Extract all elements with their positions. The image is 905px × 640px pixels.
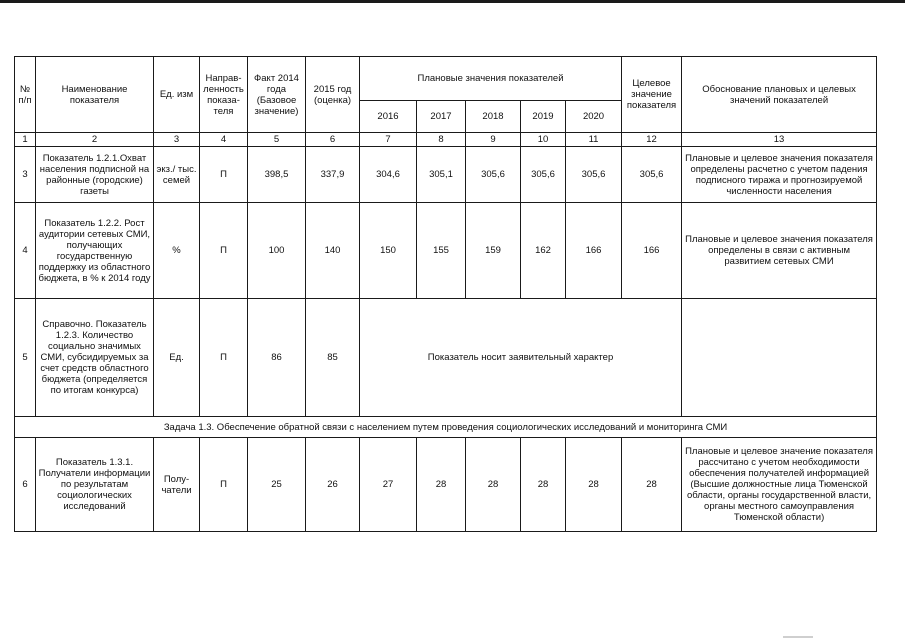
column-number: 6 <box>306 133 360 147</box>
estimate-2015-value: 85 <box>306 299 360 417</box>
plan-value: 159 <box>466 203 521 299</box>
estimate-2015-value: 26 <box>306 438 360 532</box>
indicator-unit: Полу-чатели <box>154 438 200 532</box>
column-number: 4 <box>200 133 248 147</box>
top-border-line <box>0 0 905 3</box>
plan-value: 305,6 <box>521 147 566 203</box>
column-number: 1 <box>15 133 36 147</box>
plan-value: 28 <box>566 438 622 532</box>
indicator-name: Показатель 1.2.1.Охват населения подписной на районные (городские) газеты <box>36 147 154 203</box>
column-numbers-row <box>15 133 877 147</box>
column-number: 3 <box>154 133 200 147</box>
fact-2014-value: 398,5 <box>248 147 306 203</box>
target-value: 305,6 <box>622 147 682 203</box>
estimate-2015-value: 140 <box>306 203 360 299</box>
header-plan-group: Плановые значения показателей <box>360 57 622 101</box>
justification-text: Плановые и целевое значения показателя определены расчетно с учетом падения подписного тиража и прогнозируемой численности населения <box>682 147 877 203</box>
plan-value: 28 <box>417 438 466 532</box>
column-number: 7 <box>360 133 417 147</box>
target-value: 28 <box>622 438 682 532</box>
indicator-name: Справочно. Показатель 1.2.3. Количество социально значимых СМИ, субсидируемых за счет средств областного бюджета (определяется по итогам конкурса) <box>36 299 154 417</box>
fact-2014-value: 100 <box>248 203 306 299</box>
indicator-name: Показатель 1.3.1. Получатели информации по результатам социологических исследований <box>36 438 154 532</box>
column-number: 13 <box>682 133 877 147</box>
header-no: № п/п <box>15 57 36 133</box>
header-fact: Факт 2014 года (Базовое значение) <box>248 57 306 133</box>
indicator-name: Показатель 1.2.2. Рост аудитории сетевых СМИ, получающих государственную поддержку из областного бюджета, в % к 2014 году <box>36 203 154 299</box>
column-number: 2 <box>36 133 154 147</box>
task-heading: Задача 1.3. Обеспечение обратной связи с населением путем проведения социологических исследований и мониторинга СМИ <box>15 417 877 438</box>
header-year: 2020 <box>566 101 622 133</box>
header-year: 2017 <box>417 101 466 133</box>
header-name: Наименование показателя <box>36 57 154 133</box>
estimate-2015-value: 337,9 <box>306 147 360 203</box>
table-row <box>15 203 877 299</box>
indicator-direction: П <box>200 203 248 299</box>
plan-value: 27 <box>360 438 417 532</box>
header-year: 2016 <box>360 101 417 133</box>
header-direction: Направ-ленность показа-теля <box>200 57 248 133</box>
header-2015: 2015 год (оценка) <box>306 57 360 133</box>
justification-text: Плановые и целевое значения показателя определены в связи с активным развитием сетевых СМИ <box>682 203 877 299</box>
target-value: 166 <box>622 203 682 299</box>
header-justification: Обоснование плановых и целевых значений показателей <box>682 57 877 133</box>
table-row <box>15 438 877 532</box>
justification-text-empty <box>682 299 877 417</box>
indicator-direction: П <box>200 299 248 417</box>
header-row <box>15 57 877 101</box>
indicator-unit: экз./ тыс. семей <box>154 147 200 203</box>
plan-value: 305,1 <box>417 147 466 203</box>
row-number: 5 <box>15 299 36 417</box>
plan-value: 305,6 <box>566 147 622 203</box>
header-year: 2018 <box>466 101 521 133</box>
table-row <box>15 147 877 203</box>
header-year: 2019 <box>521 101 566 133</box>
indicator-direction: П <box>200 147 248 203</box>
row-number: 3 <box>15 147 36 203</box>
column-number: 8 <box>417 133 466 147</box>
plan-value: 166 <box>566 203 622 299</box>
plan-value: 155 <box>417 203 466 299</box>
table-row <box>15 299 877 417</box>
plan-value: 28 <box>466 438 521 532</box>
indicator-unit: Ед. <box>154 299 200 417</box>
fact-2014-value: 86 <box>248 299 306 417</box>
column-number: 9 <box>466 133 521 147</box>
plan-value: 305,6 <box>466 147 521 203</box>
column-number: 12 <box>622 133 682 147</box>
fact-2014-value: 25 <box>248 438 306 532</box>
merged-note: Показатель носит заявительный характер <box>360 299 682 417</box>
plan-value: 150 <box>360 203 417 299</box>
justification-text: Плановые и целевое значение показателя рассчитано с учетом необходимости обеспечения получателей информацией (Высшие должностные лица Тюменской области, органы государственной власти, органы местного самоуправления Тюменской области) <box>682 438 877 532</box>
column-number: 10 <box>521 133 566 147</box>
task-row <box>15 417 877 438</box>
plan-value: 28 <box>521 438 566 532</box>
indicator-unit: % <box>154 203 200 299</box>
plan-value: 304,6 <box>360 147 417 203</box>
row-number: 6 <box>15 438 36 532</box>
indicators-table <box>14 56 877 532</box>
plan-value: 162 <box>521 203 566 299</box>
header-unit: Ед. изм <box>154 57 200 133</box>
scan-artifact-line <box>783 636 813 638</box>
column-number: 5 <box>248 133 306 147</box>
header-target: Целевое значение показателя <box>622 57 682 133</box>
row-number: 4 <box>15 203 36 299</box>
column-number: 11 <box>566 133 622 147</box>
indicator-direction: П <box>200 438 248 532</box>
